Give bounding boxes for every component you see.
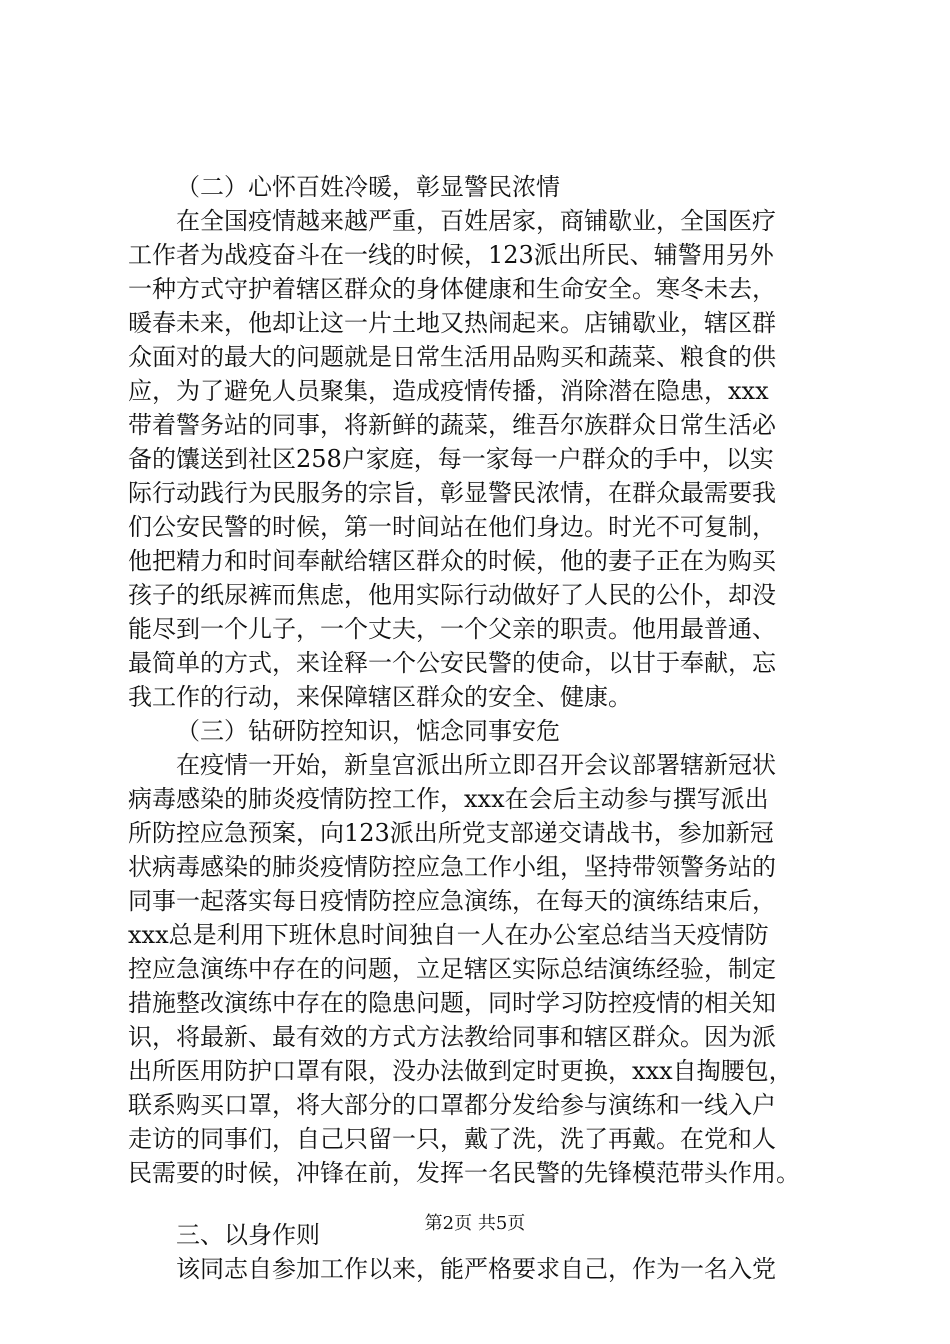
text-line: 暖春未来，他却让这一片土地又热闹起来。店铺歇业，辖区群 xyxy=(128,309,776,337)
paragraph-block-sections-2-3 xyxy=(128,170,828,1190)
page-footer: 第2页 共5页 xyxy=(424,1213,526,1234)
text-line: 民需要的时候，冲锋在前，发挥一名民警的先锋模范带头作用。 xyxy=(128,1159,800,1187)
text-line: 联系购买口罩，将大部分的口罩都分发给参与演练和一线入户 xyxy=(128,1091,776,1119)
text-line: 出所医用防护口罩有限，没办法做到定时更换，xxx自掏腰包， xyxy=(128,1057,793,1085)
text-line: 同事一起落实每日疫情防控应急演练，在每天的演练结束后， xyxy=(128,887,776,915)
text-line: 最简单的方式，来诠释一个公安民警的使命，以甘于奉献，忘 xyxy=(128,649,776,677)
text-line: 们公安民警的时候，第一时间站在他们身边。时光不可复制， xyxy=(128,513,776,541)
text-line: （二）心怀百姓冷暖，彰显警民浓情 xyxy=(176,173,560,201)
text-line: 孩子的纸尿裤而焦虑，他用实际行动做好了人民的公仆，却没 xyxy=(128,581,776,609)
text-line: 识，将最新、最有效的方式方法教给同事和辖区群众。因为派 xyxy=(128,1023,776,1051)
text-line: 应，为了避免人员聚集，造成疫情传播，消除潜在隐患，xxx xyxy=(128,377,769,405)
text-line: 他把精力和时间奉献给辖区群众的时候，他的妻子正在为购买 xyxy=(128,547,776,575)
text-line: 众面对的最大的问题就是日常生活用品购买和蔬菜、粮食的供 xyxy=(128,343,776,371)
text-line: 该同志自参加工作以来，能严格要求自己，作为一名入党 xyxy=(176,1255,776,1283)
text-line: 备的馕送到社区258户家庭，每一家每一户群众的手中，以实 xyxy=(128,445,774,473)
text-line: 走访的同事们，自己只留一只，戴了洗，洗了再戴。在党和人 xyxy=(128,1125,776,1153)
text-line: 所防控应急预案，向123派出所党支部递交请战书，参加新冠 xyxy=(128,819,774,847)
text-line: 一种方式守护着辖区群众的身体健康和生命安全。寒冬未去， xyxy=(128,275,776,303)
text-line: 能尽到一个儿子，一个丈夫，一个父亲的职责。他用最普通、 xyxy=(128,615,776,643)
text-line: 控应急演练中存在的问题，立足辖区实际总结演练经验，制定 xyxy=(128,955,776,983)
text-line: 际行动践行为民服务的宗旨，彰显警民浓情，在群众最需要我 xyxy=(128,479,776,507)
text-line: 病毒感染的肺炎疫情防控工作，xxx在会后主动参与撰写派出 xyxy=(128,785,769,813)
text-line: 工作者为战疫奋斗在一线的时候，123派出所民、辅警用另外 xyxy=(128,241,774,269)
text-line: 在全国疫情越来越严重，百姓居家，商铺歇业，全国医疗 xyxy=(176,207,776,235)
document-body xyxy=(128,170,828,1286)
text-line: （三）钻研防控知识，惦念同事安危 xyxy=(176,717,560,745)
text-line: xxx总是利用下班休息时间独自一人在办公室总结当天疫情防 xyxy=(128,921,769,949)
text-line: 措施整改演练中存在的隐患问题，同时学习防控疫情的相关知 xyxy=(128,989,776,1017)
text-line: 三、以身作则 xyxy=(176,1221,320,1249)
text-line: 状病毒感染的肺炎疫情防控应急工作小组，坚持带领警务站的 xyxy=(128,853,776,881)
text-line: 我工作的行动，来保障辖区群众的安全、健康。 xyxy=(128,683,632,711)
text-line: 在疫情一开始，新皇宫派出所立即召开会议部署辖新冠状 xyxy=(176,751,776,779)
text-line: 带着警务站的同事，将新鲜的蔬菜，维吾尔族群众日常生活必 xyxy=(128,411,776,439)
